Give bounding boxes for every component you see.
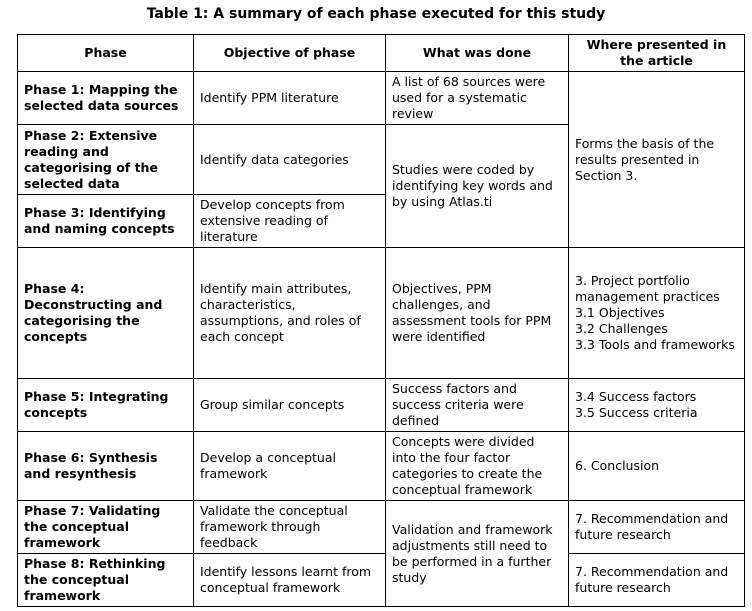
what-was-done-cell: Concepts were divided into the four factor categories to create the conceptual framework (386, 432, 569, 501)
header-where-presented: Where presented in the article (569, 35, 745, 72)
presented-line: 3.5 Success criteria (575, 405, 698, 420)
phase-summary-table (17, 34, 745, 607)
what-was-done-cell: Objectives, PPM challenges, and assessment tools for PPM were identified (386, 248, 569, 379)
header-what-was-done: What was done (386, 35, 569, 72)
what-was-done-cell: A list of 68 sources were used for a systematic review (386, 72, 569, 125)
table-caption: Table 1: A summary of each phase executed for this study (146, 6, 606, 22)
table-row (18, 379, 745, 432)
where-presented-cell: 7. Recommendation and future research (569, 501, 745, 554)
where-presented-cell (569, 248, 745, 379)
what-was-done-cell: Success factors and success criteria were defined (386, 379, 569, 432)
phase-cell: Phase 5: Integrating concepts (18, 379, 194, 432)
presented-line: 3.4 Success factors (575, 389, 697, 404)
table-row (18, 248, 745, 379)
objective-cell: Identify main attributes, characteristics, assumptions, and roles of each concept (194, 248, 386, 379)
phase-cell: Phase 2: Extensive reading and categorising of the selected data (18, 125, 194, 195)
table-row (18, 501, 745, 554)
what-was-done-cell: Studies were coded by identifying key words and by using Atlas.ti (386, 125, 569, 248)
header-objective: Objective of phase (194, 35, 386, 72)
where-presented-cell: Forms the basis of the results presented in Section 3. (569, 72, 745, 248)
table-row (18, 554, 745, 607)
presented-line: 3.1 Objectives (575, 305, 665, 320)
objective-cell: Identify data categories (194, 125, 386, 195)
objective-cell: Develop a conceptual framework (194, 432, 386, 501)
phase-cell: Phase 6: Synthesis and resynthesis (18, 432, 194, 501)
table-header-row (18, 35, 745, 72)
objective-cell: Identify PPM literature (194, 72, 386, 125)
objective-cell: Validate the conceptual framework through feedback (194, 501, 386, 554)
objective-cell: Group similar concepts (194, 379, 386, 432)
what-was-done-cell: Validation and framework adjustments still need to be performed in a further study (386, 501, 569, 607)
header-phase: Phase (18, 35, 194, 72)
phase-cell: Phase 8: Rethinking the conceptual framework (18, 554, 194, 607)
presented-line: 3.2 Challenges (575, 321, 668, 336)
phase-cell: Phase 4: Deconstructing and categorising the concepts (18, 248, 194, 379)
presented-line: 3. Project portfolio management practices (575, 273, 720, 304)
table-row (18, 72, 745, 125)
phase-cell: Phase 1: Mapping the selected data sources (18, 72, 194, 125)
table-row (18, 432, 745, 501)
objective-cell: Identify lessons learnt from conceptual framework (194, 554, 386, 607)
where-presented-cell: 6. Conclusion (569, 432, 745, 501)
phase-cell: Phase 7: Validating the conceptual framework (18, 501, 194, 554)
objective-cell: Develop concepts from extensive reading of literature (194, 195, 386, 248)
where-presented-cell: 7. Recommendation and future research (569, 554, 745, 607)
presented-line: 3.3 Tools and frameworks (575, 337, 735, 352)
where-presented-cell (569, 379, 745, 432)
phase-cell: Phase 3: Identifying and naming concepts (18, 195, 194, 248)
